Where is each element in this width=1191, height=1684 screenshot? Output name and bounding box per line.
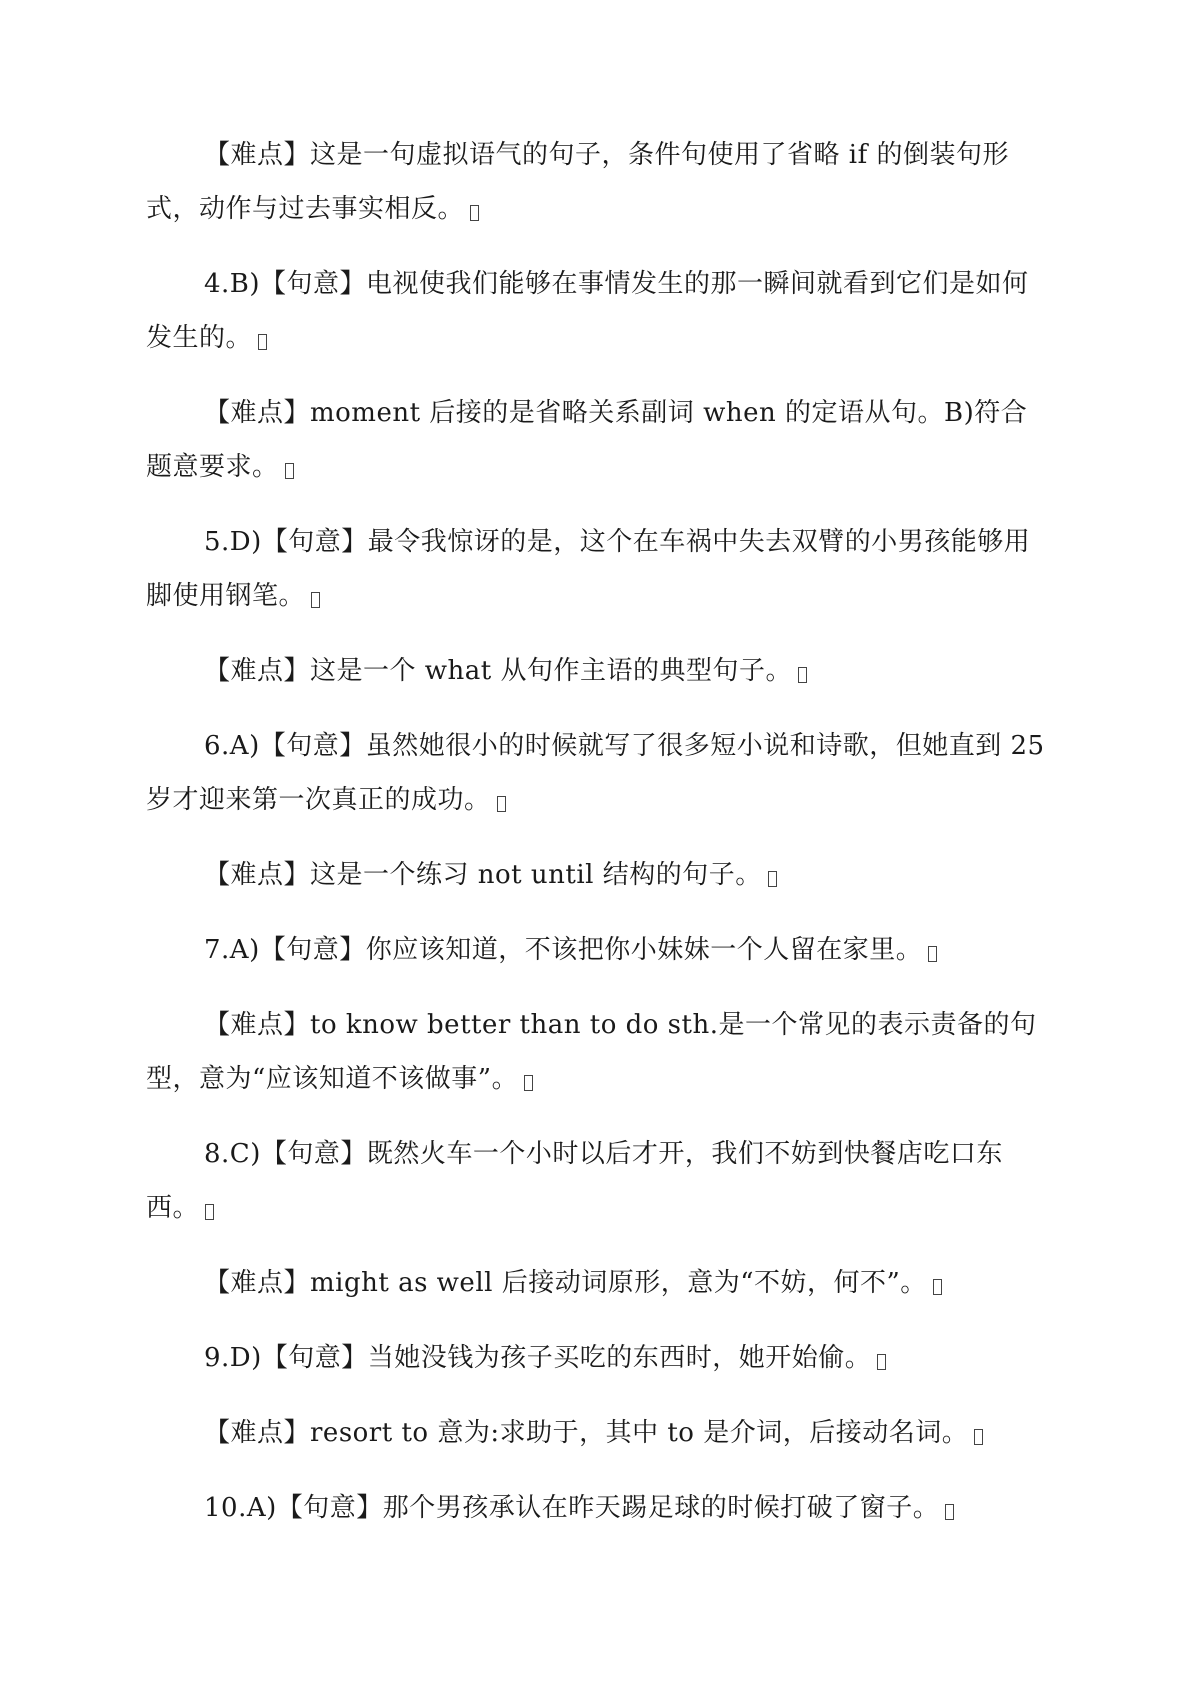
paragraph-answer-10	[146, 1481, 1046, 1535]
paragraph-end-marker-icon	[470, 205, 479, 221]
paragraph-end-marker-icon	[285, 463, 294, 479]
paragraph-answer-6	[146, 719, 1046, 827]
paragraph-text: 【难点】这是一个练习 not until 结构的句子。	[204, 860, 762, 890]
paragraph-difficulty-7	[146, 998, 1046, 1106]
paragraph-end-marker-icon	[524, 1075, 533, 1091]
document-body	[146, 128, 1046, 1556]
paragraph-text: 9.D)【句意】当她没钱为孩子买吃的东西时，她开始偷。	[204, 1343, 872, 1373]
paragraph-end-marker-icon	[933, 1279, 942, 1295]
paragraph-text: 5.D)【句意】最令我惊讶的是，这个在车祸中失去双臂的小男孩能够用脚使用钢笔。	[146, 527, 1031, 611]
paragraph-end-marker-icon	[258, 334, 267, 350]
paragraph-difficulty-9	[146, 1406, 1046, 1460]
paragraph-end-marker-icon	[205, 1204, 214, 1220]
paragraph-difficulty-4	[146, 386, 1046, 494]
paragraph-end-marker-icon	[877, 1354, 886, 1370]
paragraph-text: 10.A)【句意】那个男孩承认在昨天踢足球的时候打破了窗子。	[204, 1493, 940, 1523]
paragraph-difficulty-3	[146, 128, 1046, 236]
paragraph-text: 【难点】to know better than to do sth.是一个常见的表示责备的句型，意为“应该知道不该做事”。	[146, 1010, 1037, 1094]
paragraph-difficulty-5	[146, 644, 1046, 698]
paragraph-answer-5	[146, 515, 1046, 623]
paragraph-text: 【难点】moment 后接的是省略关系副词 when 的定语从句。B)符合题意要求。	[146, 398, 1028, 482]
paragraph-end-marker-icon	[768, 871, 777, 887]
paragraph-answer-9	[146, 1331, 1046, 1385]
paragraph-end-marker-icon	[497, 796, 506, 812]
paragraph-answer-7	[146, 923, 1046, 977]
paragraph-text: 7.A)【句意】你应该知道，不该把你小妹妹一个人留在家里。	[204, 935, 923, 965]
paragraph-answer-4	[146, 257, 1046, 365]
paragraph-text: 6.A)【句意】虽然她很小的时候就写了很多短小说和诗歌，但她直到 25 岁才迎来第一次真正的成功。	[146, 731, 1045, 815]
paragraph-text: 【难点】这是一句虚拟语气的句子，条件句使用了省略 if 的倒装句形式，动作与过去事实相反。	[146, 140, 1009, 224]
paragraph-text: 【难点】这是一个 what 从句作主语的典型句子。	[204, 656, 792, 686]
paragraph-difficulty-6	[146, 848, 1046, 902]
paragraph-text: 【难点】resort to 意为:求助于，其中 to 是介词，后接动名词。	[204, 1418, 969, 1448]
paragraph-end-marker-icon	[974, 1429, 983, 1445]
paragraph-end-marker-icon	[945, 1504, 954, 1520]
paragraph-text: 4.B)【句意】电视使我们能够在事情发生的那一瞬间就看到它们是如何发生的。	[146, 269, 1029, 353]
paragraph-answer-8	[146, 1127, 1046, 1235]
paragraph-difficulty-8	[146, 1256, 1046, 1310]
paragraph-text: 【难点】might as well 后接动词原形，意为“不妨，何不”。	[204, 1268, 927, 1298]
paragraph-end-marker-icon	[798, 667, 807, 683]
paragraph-text: 8.C)【句意】既然火车一个小时以后才开，我们不妨到快餐店吃口东西。	[146, 1139, 1003, 1223]
paragraph-end-marker-icon	[928, 946, 937, 962]
paragraph-end-marker-icon	[311, 592, 320, 608]
